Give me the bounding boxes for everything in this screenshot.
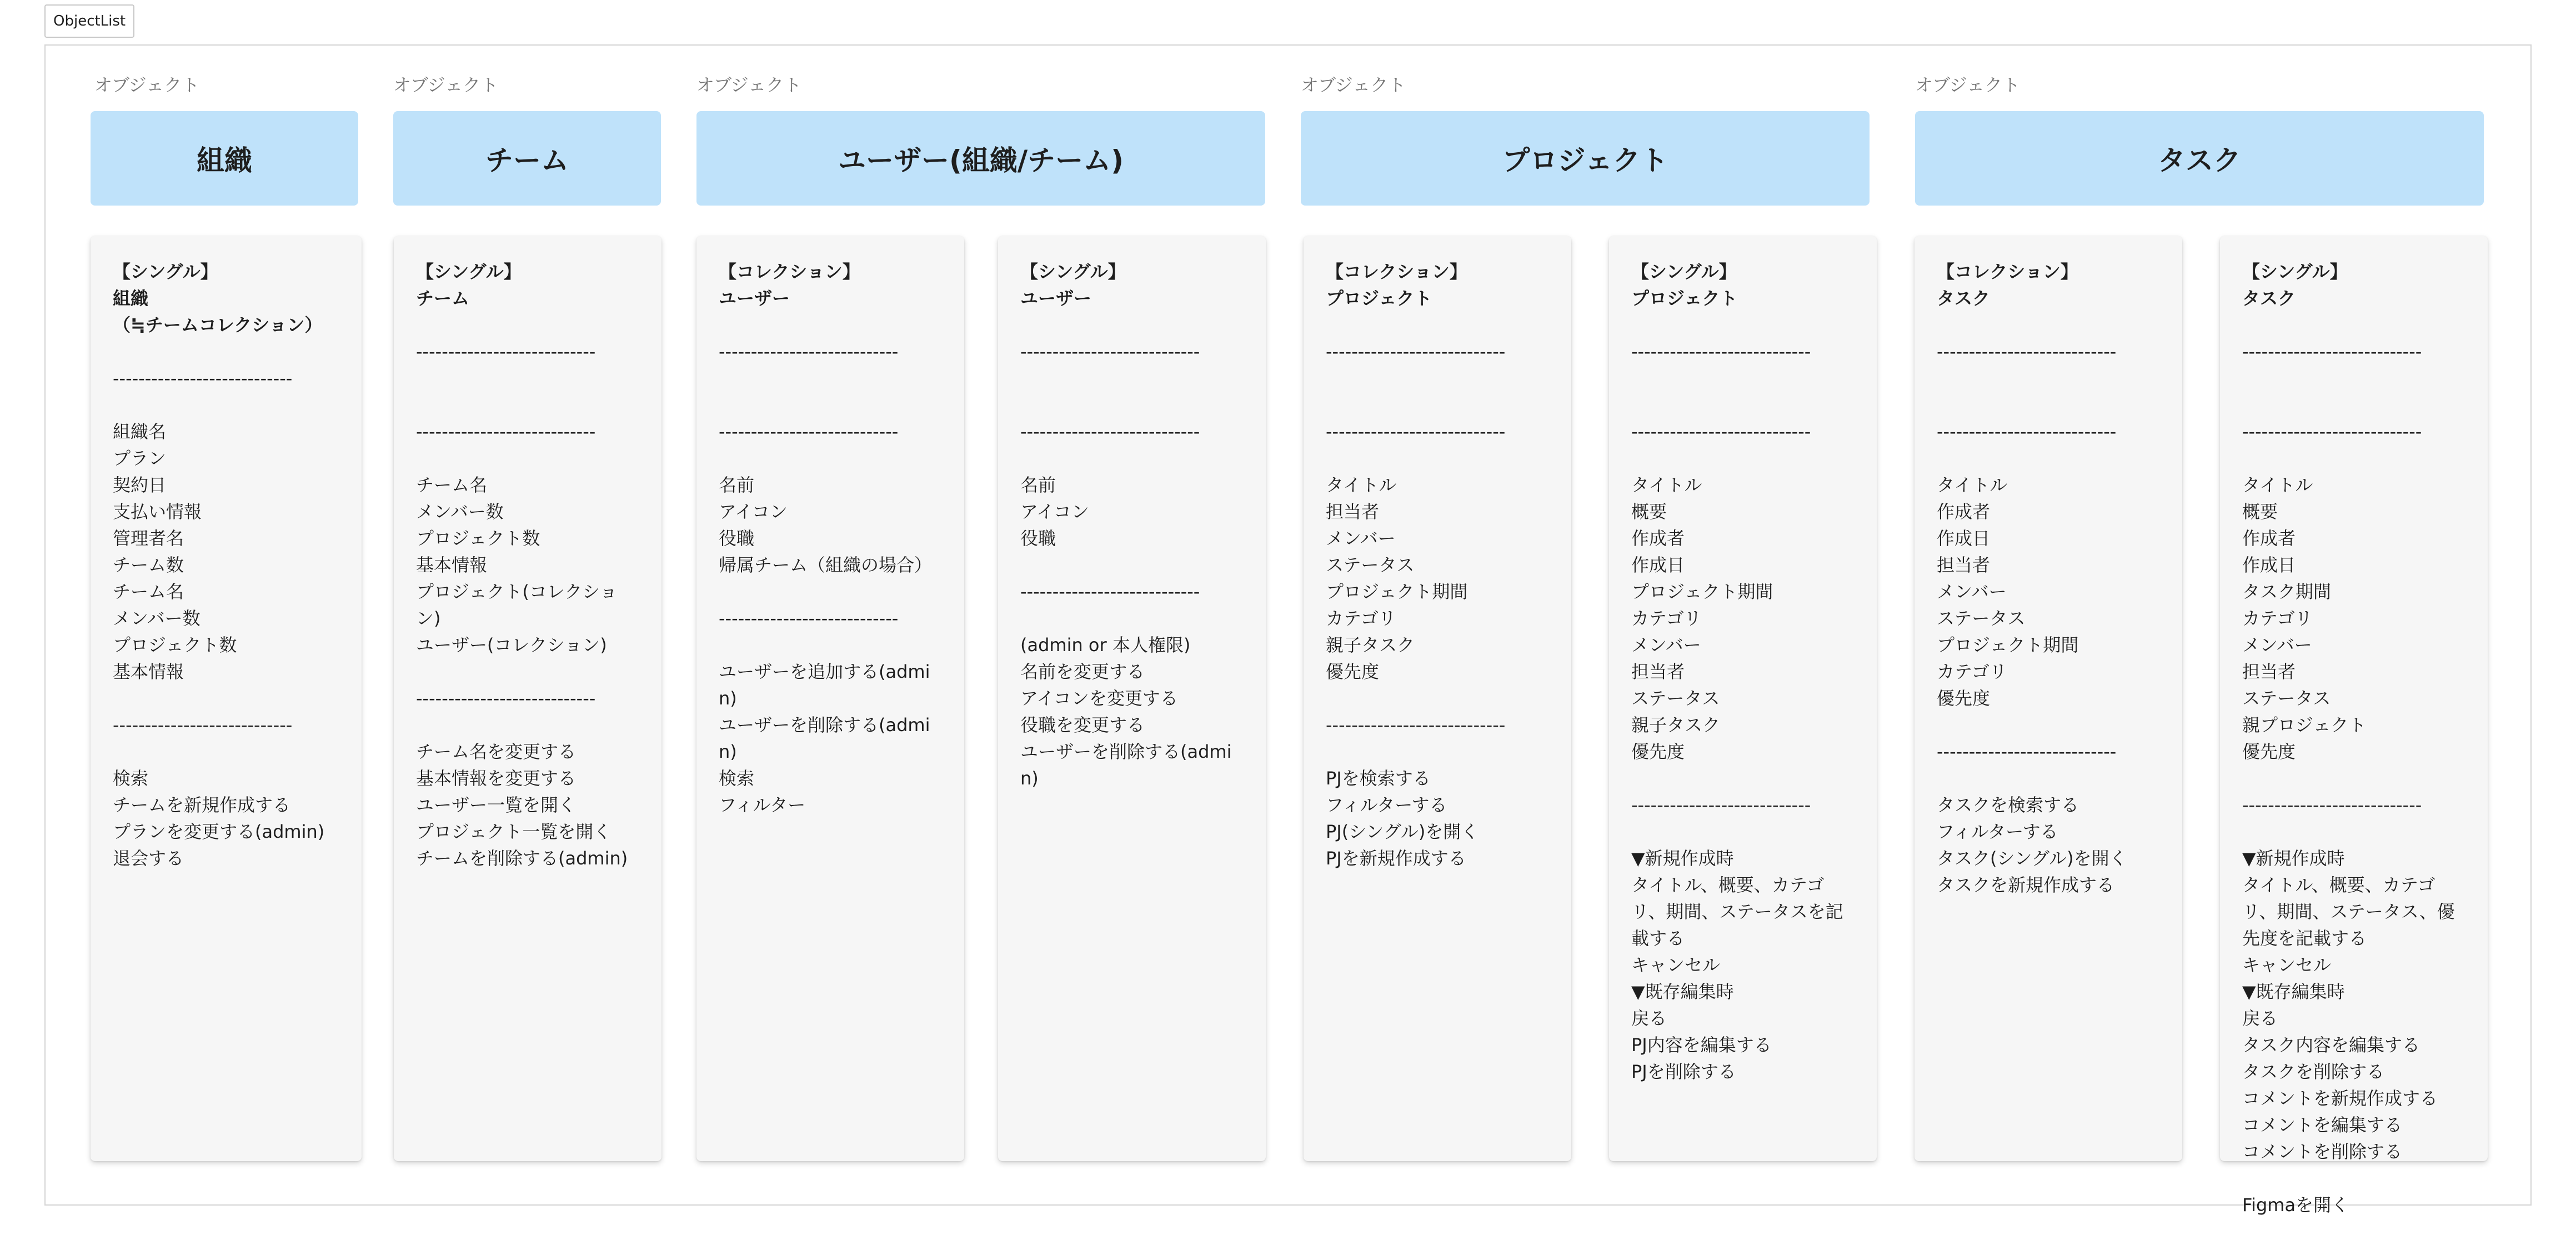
card-list-item: チーム数: [113, 554, 184, 576]
header-project[interactable]: プロジェクト: [1301, 111, 1870, 206]
card-list-item: 優先度: [1326, 661, 1380, 682]
card-list-item: 帰属チーム（組織の場合）: [719, 554, 933, 576]
card-title-line: ユーザー: [1020, 288, 1092, 309]
card-divider: ----------------------------: [2242, 341, 2422, 362]
spacer: [2242, 765, 2468, 792]
card-user-single[interactable]: [998, 236, 1266, 1161]
card-list-item: 名前: [1020, 474, 1056, 496]
spacer: [416, 712, 642, 738]
card-list-item: フィルター: [719, 794, 806, 816]
card-list-item: チームを削除する(admin): [416, 848, 628, 869]
card-title-line: 【コレクション】: [719, 261, 860, 282]
card-list-item: ユーザーを削除する(admin): [719, 714, 930, 762]
spacer: [1631, 365, 1857, 392]
card-divider: ----------------------------: [1020, 581, 1200, 602]
spacer: [2242, 818, 2468, 845]
spacer: [1020, 312, 1246, 338]
spacer: [113, 738, 342, 765]
card-list-item: 概要: [1631, 501, 1667, 522]
spacer: [1326, 738, 1551, 765]
spacer: [1631, 392, 1857, 418]
card-title-line: チーム: [416, 288, 470, 309]
card-divider: ----------------------------: [416, 688, 596, 709]
spacer: [719, 365, 944, 392]
card-title-line: 【コレクション】: [1326, 261, 1467, 282]
card-list-item: ▼既存編集時: [2242, 981, 2345, 1002]
spacer: [113, 338, 342, 365]
spacer: [416, 312, 642, 338]
spacer: [1020, 365, 1246, 392]
card-list-item: 基本情報: [113, 661, 184, 682]
card-title-line: 組織: [113, 288, 149, 309]
card-divider: ----------------------------: [1937, 341, 2117, 362]
card-list-item: メンバー: [1937, 581, 2007, 602]
spacer: [2242, 392, 2468, 418]
card-list-item: 支払い情報: [113, 501, 202, 522]
card-divider: ----------------------------: [1020, 421, 1200, 442]
card-list-item: カテゴリ: [1631, 608, 1702, 629]
card-list-item: タスク(シングル)を開く: [1937, 848, 2127, 869]
card-title-line: タスク: [1937, 288, 1991, 309]
card-list-item: タイトル: [1326, 474, 1397, 496]
card-list-item: アイコン: [719, 501, 788, 522]
card-divider: ----------------------------: [1937, 741, 2117, 762]
card-list-item: メンバー数: [113, 608, 201, 629]
spacer: [1631, 312, 1857, 338]
card-divider: ----------------------------: [1937, 421, 2117, 442]
card-list-item: 親子タスク: [1326, 634, 1415, 656]
card-divider: ----------------------------: [719, 421, 899, 442]
card-list-item: 戻る: [2242, 1008, 2278, 1029]
spacer: [416, 392, 642, 418]
card-list-item: ステータス: [1326, 554, 1415, 576]
card-list-item: タスク内容を編集する: [2242, 1034, 2420, 1056]
card-list-item: アイコンを変更する: [1020, 688, 1178, 709]
card-list-item: 概要: [2242, 501, 2278, 522]
card-list-item: ユーザー一覧を開く: [416, 794, 577, 816]
card-list-item: タイトル、概要、カテゴリ、期間、ステータスを記載する: [1631, 874, 1843, 949]
card-list-item: メンバー: [1631, 634, 1701, 656]
card-list-item: タスク期間: [2242, 581, 2332, 602]
card-title-line: 【シングル】: [2242, 261, 2348, 282]
card-divider: ----------------------------: [1631, 794, 1811, 816]
card-list-item: コメントを削除する: [2242, 1141, 2403, 1162]
card-divider: ----------------------------: [113, 368, 293, 389]
spacer: [113, 685, 342, 712]
card-list-item: 基本情報: [416, 554, 488, 576]
spacer: [1326, 312, 1551, 338]
card-list-item: 担当者: [2242, 661, 2296, 682]
card-list-item: 役職を変更する: [1020, 714, 1145, 736]
card-list-item: チーム名: [416, 474, 488, 496]
card-divider: ----------------------------: [2242, 794, 2422, 816]
card-project-single[interactable]: [1609, 236, 1877, 1161]
spacer: [416, 445, 642, 472]
card-list-item: プランを変更する(admin): [113, 821, 325, 842]
card-title-line: タスク: [2242, 288, 2296, 309]
card-title-line: 【シングル】: [416, 261, 522, 282]
card-list-item: プロジェクト期間: [1631, 581, 1773, 602]
spacer: [1631, 818, 1857, 845]
card-list-item: プロジェクト期間: [1937, 634, 2079, 656]
card-list-item: PJ内容を編集する: [1631, 1034, 1772, 1056]
card-list-item: 役職: [1020, 528, 1056, 549]
spacer: [1326, 445, 1551, 472]
card-list-item: ステータス: [1631, 688, 1720, 709]
card-user-collection[interactable]: [696, 236, 964, 1161]
spacer: [2242, 365, 2468, 392]
card-divider: ----------------------------: [113, 714, 293, 736]
card-list-item: アイコン: [1020, 501, 1089, 522]
card-list-item: プロジェクト数: [416, 528, 540, 549]
spacer: [719, 392, 944, 418]
spacer: [113, 392, 342, 418]
card-list-item: 作成者: [1631, 528, 1685, 549]
card-list-item: チーム名: [113, 581, 184, 602]
header-team[interactable]: チーム: [393, 111, 661, 206]
card-list-item: 検索: [719, 768, 755, 789]
card-list-item: プロジェクト期間: [1326, 581, 1468, 602]
card-list-item: ステータス: [1937, 608, 2026, 629]
card-list-item: 退会する: [113, 848, 184, 869]
card-list-item: カテゴリ: [1937, 661, 2007, 682]
column-type-label: オブジェクト: [1301, 74, 1406, 96]
card-project-collection[interactable]: [1304, 236, 1571, 1161]
card-list-item: ▼既存編集時: [1631, 981, 1734, 1002]
card-list-item: タスクを新規作成する: [1937, 874, 2115, 896]
spacer: [1937, 445, 2162, 472]
spacer: [719, 445, 944, 472]
card-list-item: ステータス: [2242, 688, 2331, 709]
spacer: [1020, 445, 1246, 472]
card-list-item: 管理者名: [113, 528, 184, 549]
column-type-label: オブジェクト: [696, 74, 802, 96]
card-divider: ----------------------------: [719, 608, 899, 629]
card-title-line: 【シングル】: [113, 261, 218, 282]
card-list-item: コメントを編集する: [2242, 1114, 2403, 1136]
card-divider: ----------------------------: [1631, 421, 1811, 442]
card-list-item: ユーザー(コレクション): [416, 634, 607, 656]
card-list-item: メンバー: [1326, 528, 1396, 549]
spacer: [1020, 552, 1246, 578]
spacer: [719, 312, 944, 338]
card-divider: ----------------------------: [2242, 421, 2422, 442]
spacer: [2242, 445, 2468, 472]
card-list-item: コメントを新規作成する: [2242, 1088, 2438, 1109]
card-list-item: 担当者: [1631, 661, 1685, 682]
card-list-item: タスクを削除する: [2242, 1061, 2385, 1082]
card-list-item: 検索: [113, 768, 149, 789]
card-title-line: プロジェクト: [1326, 288, 1432, 309]
card-list-item: 基本情報を変更する: [416, 768, 577, 789]
spacer: [416, 365, 642, 392]
card-list-item: ▼新規作成時: [2242, 848, 2345, 869]
card-list-item: PJ(シングル)を開く: [1326, 821, 1479, 842]
card-list-item: タイトル: [1937, 474, 2008, 496]
card-list-item: キャンセル: [1631, 954, 1721, 976]
spacer: [2242, 312, 2468, 338]
card-divider: ----------------------------: [416, 421, 596, 442]
card-title-line: プロジェクト: [1631, 288, 1738, 309]
frame-name-label[interactable]: ObjectList: [44, 4, 134, 38]
spacer: [719, 632, 944, 658]
card-list-item: 名前を変更する: [1020, 661, 1145, 682]
card-task-collection[interactable]: [1915, 236, 2182, 1161]
header-user[interactable]: ユーザー(組織/チーム): [696, 111, 1265, 206]
card-list-item: カテゴリ: [2242, 608, 2313, 629]
card-list-item: 作成日: [1631, 554, 1685, 576]
spacer: [1937, 392, 2162, 418]
card-organization-single[interactable]: [91, 236, 362, 1161]
card-list-item: 優先度: [1937, 688, 1991, 709]
card-divider: ----------------------------: [1020, 341, 1200, 362]
card-title-line: 【コレクション】: [1937, 261, 2078, 282]
spacer: [1326, 392, 1551, 418]
card-divider: ----------------------------: [1326, 421, 1506, 442]
spacer: [1631, 765, 1857, 792]
card-divider: ----------------------------: [416, 341, 596, 362]
card-list-item: ▼新規作成時: [1631, 848, 1734, 869]
spacer: [1937, 765, 2162, 792]
card-list-item: 親子タスク: [1631, 714, 1721, 736]
card-list-item: (admin or 本人権限): [1020, 634, 1191, 656]
spacer: [719, 578, 944, 605]
card-list-item: PJを新規作成する: [1326, 848, 1466, 869]
spacer: [1020, 605, 1246, 632]
spacer: [1937, 312, 2162, 338]
card-list-item: プロジェクト(コレクション): [416, 581, 618, 629]
card-list-item: フィルターする: [1326, 794, 1447, 816]
spacer: [1326, 685, 1551, 712]
spacer: [1631, 445, 1857, 472]
card-task-single[interactable]: [2220, 236, 2488, 1216]
card-list-item: 役職: [719, 528, 755, 549]
card-title-line: ユーザー: [719, 288, 790, 309]
card-footer-item: Figmaを開く: [2242, 1194, 2349, 1216]
card-title-line: 【シングル】: [1631, 261, 1737, 282]
card-list-item: フィルターする: [1937, 821, 2058, 842]
card-list-item: チーム名を変更する: [416, 741, 577, 762]
card-list-item: 作成日: [1937, 528, 1991, 549]
card-list-item: ユーザーを追加する(admin): [719, 661, 930, 709]
card-divider: ----------------------------: [1631, 341, 1811, 362]
header-task[interactable]: タスク: [1915, 111, 2484, 206]
column-type-label: オブジェクト: [94, 74, 200, 96]
card-list-item: タイトル: [2242, 474, 2313, 496]
card-list-item: タイトル、概要、カテゴリ、期間、ステータス、優先度を記載する: [2242, 874, 2455, 949]
card-list-item: タイトル: [1631, 474, 1702, 496]
card-list-item: プロジェクト一覧を開く: [416, 821, 612, 842]
card-list-item: 優先度: [2242, 741, 2296, 762]
card-list-item: PJを検索する: [1326, 768, 1431, 789]
card-divider: ----------------------------: [1326, 714, 1506, 736]
spacer: [1937, 712, 2162, 738]
card-list-item: キャンセル: [2242, 954, 2332, 976]
card-list-item: PJを削除する: [1631, 1061, 1736, 1082]
spacer: [416, 658, 642, 685]
column-type-label: オブジェクト: [1915, 74, 2021, 96]
card-list-item: 親プロジェクト: [2242, 714, 2367, 736]
card-title-line: （≒チームコレクション）: [113, 314, 323, 336]
card-list-item: 作成日: [2242, 554, 2296, 576]
card-list-item: タスクを検索する: [1937, 794, 2079, 816]
card-divider: ----------------------------: [719, 341, 899, 362]
card-title-line: 【シングル】: [1020, 261, 1126, 282]
spacer: [1937, 365, 2162, 392]
card-divider: ----------------------------: [1326, 341, 1506, 362]
card-list-item: メンバー数: [416, 501, 504, 522]
card-list-item: 優先度: [1631, 741, 1685, 762]
spacer: [2242, 1165, 2468, 1192]
card-team-single[interactable]: [394, 236, 661, 1161]
card-list-item: プラン: [113, 448, 167, 469]
card-list-item: チームを新規作成する: [113, 794, 291, 816]
card-list-item: メンバー: [2242, 634, 2312, 656]
header-organization[interactable]: 組織: [91, 111, 358, 206]
card-list-item: 作成者: [2242, 528, 2296, 549]
spacer: [1326, 365, 1551, 392]
card-list-item: 契約日: [113, 474, 167, 496]
card-list-item: ユーザーを削除する(admin): [1020, 741, 1232, 789]
card-list-item: 組織名: [113, 421, 167, 442]
card-list-item: 作成者: [1937, 501, 1991, 522]
card-list-item: 担当者: [1937, 554, 1991, 576]
card-list-item: 担当者: [1326, 501, 1380, 522]
card-list-item: プロジェクト数: [113, 634, 237, 656]
card-list-item: 名前: [719, 474, 755, 496]
spacer: [1020, 392, 1246, 418]
column-type-label: オブジェクト: [393, 74, 499, 96]
card-list-item: 戻る: [1631, 1008, 1667, 1029]
card-list-item: カテゴリ: [1326, 608, 1396, 629]
